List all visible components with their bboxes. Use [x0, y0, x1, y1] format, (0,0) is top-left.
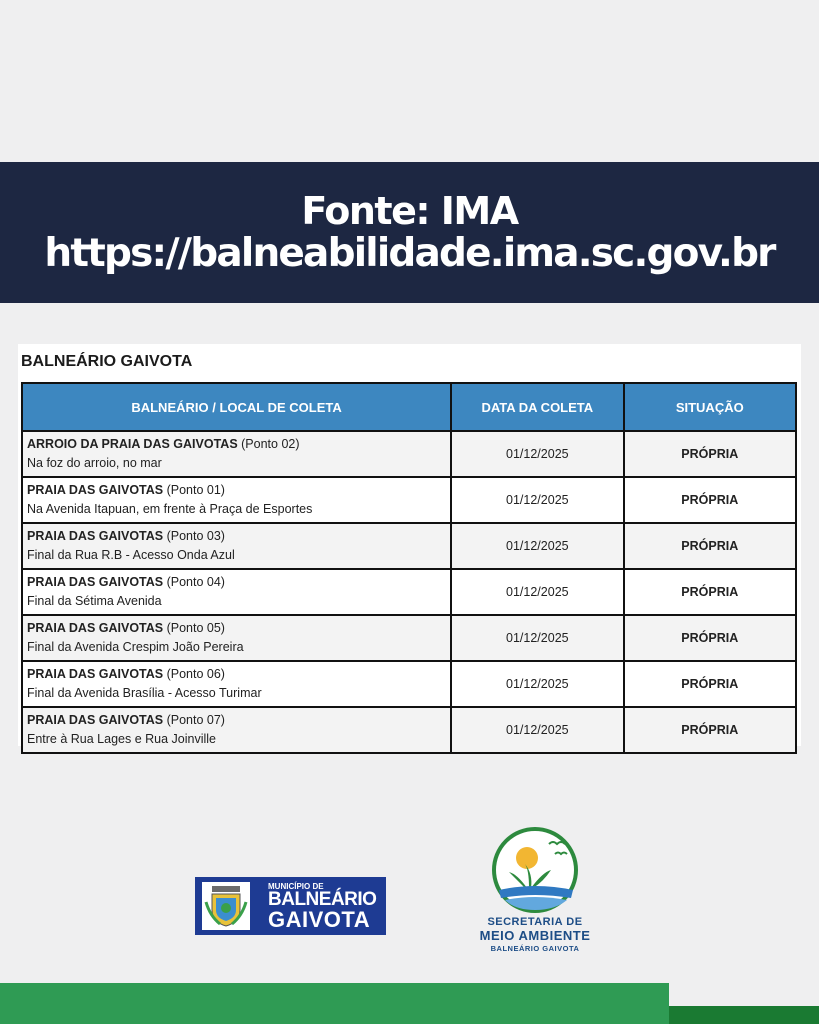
point-label: (Ponto 05) [163, 621, 225, 635]
point-label: (Ponto 03) [163, 529, 225, 543]
results-panel [18, 344, 801, 746]
source-title: Fonte: IMA [301, 188, 518, 233]
table-row [22, 523, 796, 569]
panel-title: BALNEÁRIO GAIVOTA [21, 353, 193, 370]
table-header-row [22, 383, 796, 431]
source-url: https://balneabilidade.ima.sc.gov.br [44, 230, 775, 276]
beach-name: PRAIA DAS GAIVOTAS [27, 483, 164, 497]
municipio-label: MUNICÍPIO DE [268, 882, 324, 891]
status-badge: PRÓPRIA [624, 431, 796, 477]
status-badge: PRÓPRIA [624, 615, 796, 661]
beach-name: ARROIO DA PRAIA DAS GAIVOTAS [27, 437, 238, 451]
location-description: Final da Avenida Crespim João Pereira [27, 640, 244, 654]
collection-date: 01/12/2025 [451, 661, 623, 707]
column-header-status: SITUAÇÃO [624, 383, 796, 431]
results-table [21, 382, 797, 754]
location-description: Final da Avenida Brasília - Acesso Turimar [27, 686, 262, 700]
beach-name: PRAIA DAS GAIVOTAS [27, 713, 164, 727]
footer-bar [0, 983, 669, 1024]
municipio-name-1: BALNEÁRIO [268, 889, 377, 910]
location-cell [22, 523, 451, 569]
beach-name: PRAIA DAS GAIVOTAS [27, 575, 164, 589]
secretaria-logo [470, 826, 600, 956]
secretaria-name: MEIO AMBIENTE [479, 928, 591, 943]
location-description: Entre à Rua Lages e Rua Joinville [27, 732, 217, 746]
table-row [22, 707, 796, 753]
point-label: (Ponto 04) [163, 575, 225, 589]
location-description: Final da Rua R.B - Acesso Onda Azul [27, 548, 235, 562]
beach-name: PRAIA DAS GAIVOTAS [27, 621, 164, 635]
table-row [22, 615, 796, 661]
status-badge: PRÓPRIA [624, 523, 796, 569]
point-label: (Ponto 06) [163, 667, 225, 681]
municipio-name-2: GAIVOTA [268, 907, 371, 932]
table-row [22, 431, 796, 477]
status-badge: PRÓPRIA [624, 661, 796, 707]
municipio-logo [195, 877, 386, 935]
collection-date: 01/12/2025 [451, 523, 623, 569]
column-header-location: BALNEÁRIO / LOCAL DE COLETA [22, 383, 451, 431]
collection-date: 01/12/2025 [451, 431, 623, 477]
collection-date: 01/12/2025 [451, 707, 623, 753]
environment-emblem-icon [489, 826, 581, 914]
table-row [22, 569, 796, 615]
location-description: Final da Sétima Avenida [27, 594, 162, 608]
footer-bar-accent [669, 1006, 819, 1024]
point-label: (Ponto 07) [163, 713, 225, 727]
beach-name: PRAIA DAS GAIVOTAS [27, 529, 164, 543]
location-description: Na foz do arroio, no mar [27, 456, 162, 470]
location-cell [22, 569, 451, 615]
location-cell [22, 615, 451, 661]
point-label: (Ponto 01) [163, 483, 225, 497]
table-row [22, 661, 796, 707]
column-header-date: DATA DA COLETA [451, 383, 623, 431]
collection-date: 01/12/2025 [451, 569, 623, 615]
location-cell [22, 707, 451, 753]
secretaria-label: SECRETARIA DE [487, 916, 583, 928]
status-badge: PRÓPRIA [624, 477, 796, 523]
location-cell [22, 431, 451, 477]
location-cell [22, 661, 451, 707]
source-banner [0, 162, 819, 303]
coat-of-arms-icon [202, 882, 250, 930]
collection-date: 01/12/2025 [451, 615, 623, 661]
point-label: (Ponto 02) [237, 437, 300, 451]
collection-date: 01/12/2025 [451, 477, 623, 523]
secretaria-city: BALNEÁRIO GAIVOTA [490, 944, 580, 953]
status-badge: PRÓPRIA [624, 569, 796, 615]
status-badge: PRÓPRIA [624, 707, 796, 753]
table-row [22, 477, 796, 523]
beach-name: PRAIA DAS GAIVOTAS [27, 667, 164, 681]
location-cell [22, 477, 451, 523]
location-description: Na Avenida Itapuan, em frente à Praça de Esportes [27, 502, 313, 516]
